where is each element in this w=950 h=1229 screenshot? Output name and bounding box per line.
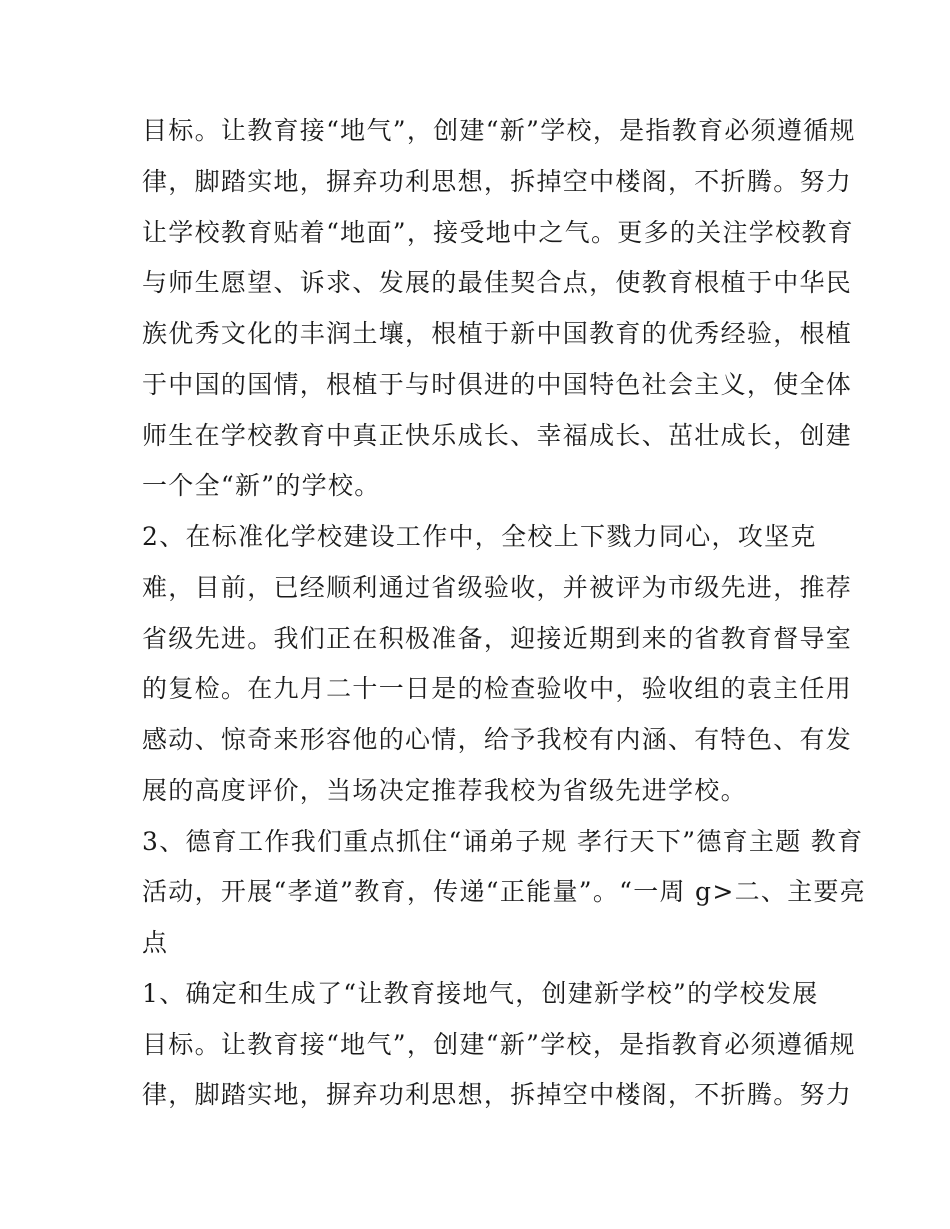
text-line: 律，脚踏实地，摒弃功利思想，拆掉空中楼阁，不折腾。努力 xyxy=(142,1080,853,1110)
text-line: 于中国的国情，根植于与时俱进的中国特色社会主义，使全体 xyxy=(142,369,853,399)
text-line: 省级先进。我们正在积极准备，迎接近期到来的省教育督导室 xyxy=(142,623,853,653)
text-line: 的复检。在九月二十一日是的检查验收中，验收组的袁主任用 xyxy=(142,674,853,704)
text-line: 活动，开展“孝道”教育，传递“正能量”。“一周 g>二、主要亮 xyxy=(142,877,867,907)
text-line: 目标。让教育接“地气”，创建“新”学校，是指教育必须遵循规 xyxy=(142,116,856,145)
text-line: 族优秀文化的丰润土壤，根植于新中国教育的优秀经验，根植 xyxy=(142,319,853,348)
text-line: 一个全“新”的学校。 xyxy=(142,471,381,501)
text-line: 点 xyxy=(142,928,169,957)
list-item-2: 2、在标准化学校建设工作中，全校上下戮力同心，攻坚克 xyxy=(142,522,817,551)
text-line: 展的高度评价，当场决定推荐我校为省级先进学校。 xyxy=(142,775,747,805)
document-body xyxy=(142,106,867,1121)
text-line: 让学校教育贴着“地面”，接受地中之气。更多的关注学校教育 xyxy=(142,217,854,247)
text-line: 与师生愿望、诉求、发展的最佳契合点，使教育根植于中华民 xyxy=(142,268,853,298)
text-line: 感动、惊奇来形容他的心情，给予我校有内涵、有特色、有发 xyxy=(142,725,853,754)
text-line: 律，脚踏实地，摒弃功利思想，拆掉空中楼阁，不折腾。努力 xyxy=(142,166,853,196)
text-line: 目标。让教育接“地气”，创建“新”学校，是指教育必须遵循规 xyxy=(142,1029,856,1059)
list-item-3: 3、德育工作我们重点抓住“诵弟子规 孝行天下”德育主题 教育 xyxy=(142,826,864,856)
text-line: 难，目前，已经顺利通过省级验收，并被评为市级先进，推荐 xyxy=(142,572,853,602)
list-item-1: 1、确定和生成了“让教育接地气，创建新学校”的学校发展 xyxy=(142,978,819,1008)
text-line: 师生在学校教育中真正快乐成长、幸福成长、茁壮成长，创建 xyxy=(142,420,853,450)
